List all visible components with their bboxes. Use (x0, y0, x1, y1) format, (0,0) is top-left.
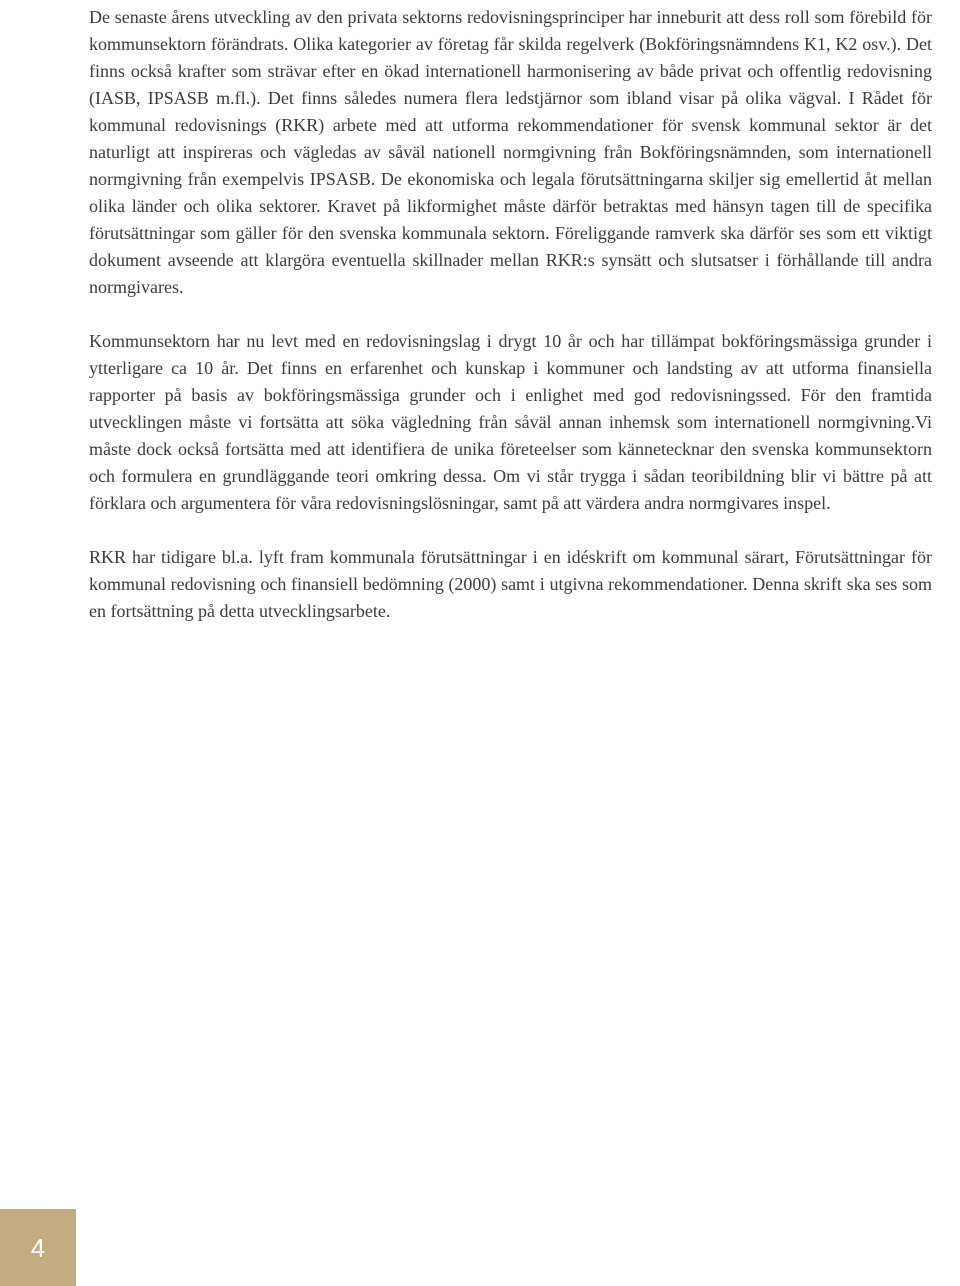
body-text (89, 4, 932, 652)
page-number-badge (0, 1209, 76, 1286)
page-number: 4 (30, 1232, 46, 1263)
paragraph-1: De senaste årens utveckling av den privata sektorns redovisningsprinciper har inneburit att dess roll som förebild för kommunsektorn förändrats. Olika kategorier av företag får skilda regelverk (Bokföringsnämndens K1, K2 osv.). Det finns också krafter som strävar efter en ökad internationell harmonisering av både privat och offentlig redovisning (IASB, IPSASB m.fl.). Det finns således numera flera ledstjärnor som ibland visar på olika vägval. I Rådet för kommunal redovisnings (RKR) arbete med att utforma rekommendationer för svensk kommunal sektor är det naturligt att inspireras och vägledas av såväl nationell normgivning från Bokföringsnämnden, som internationell normgivning från exempelvis IPSASB. De ekonomiska och legala förutsättningarna skiljer sig emellertid åt mellan olika länder och olika sektorer. Kravet på likformighet måste därför betraktas med hänsyn tagen till de specifika förutsättningar som gäller för den svenska kommunala sektorn. Föreliggande ramverk ska därför ses som ett viktigt dokument avseende att klargöra eventuella skillnader mellan RKR:s synsätt och slutsatser i förhållande till andra normgivares. (89, 7, 932, 297)
paragraph-2: Kommunsektorn har nu levt med en redovisningslag i drygt 10 år och har tillämpat bokföringsmässiga grunder i ytterligare ca 10 år. Det finns en erfarenhet och kunskap i kommuner och landsting av att utforma finansiella rapporter på basis av bokföringsmässiga grunder och i enlighet med god redovisningssed. För den framtida utvecklingen måste vi fortsätta att söka vägledning från såväl annan inhemsk som internationell normgivning.Vi måste dock också fortsätta med att identifiera de unika företeelser som kännetecknar den svenska kommunsektorn och formulera en grundläggande teori omkring dessa. Om vi står trygga i sådan teoribildning blir vi bättre på att förklara och argumentera för våra redovisningslösningar, samt på att värdera andra normgivares inspel. (89, 331, 932, 513)
paragraph-3: RKR har tidigare bl.a. lyft fram kommunala förutsättningar i en idéskrift om kommunal särart, Förutsättningar för kommunal redovisning och finansiell bedömning (2000) samt i utgivna rekommendationer. Denna skrift ska ses som en fortsättning på detta utvecklingsarbete. (89, 547, 932, 621)
